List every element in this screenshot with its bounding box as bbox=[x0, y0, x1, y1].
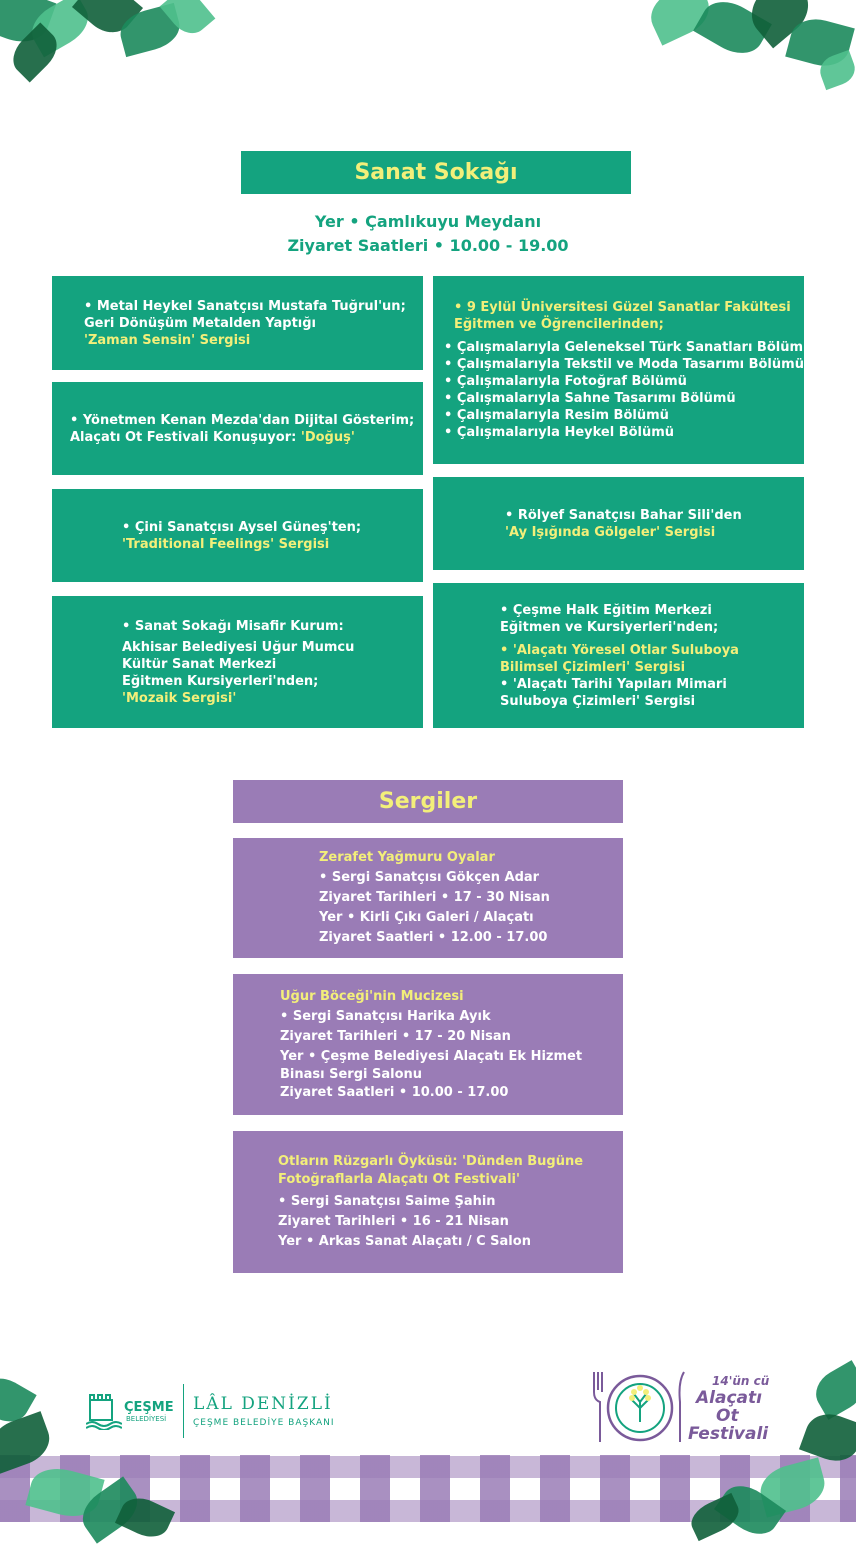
sanat-right-box-1: • 9 Eylül Üniversitesi Güzel Sanatlar Fakültesi Eğitmen ve Öğrencilerinden; • Çalışmalarıyla Geleneksel Türk Sanatları Bölümü • Çalışmalarıyla Tekstil ve Moda Tasarımı Bölümü • Çalışmalarıyla Fotoğraf Bölümü • Çalışmalarıyla Sahne Tasarımı Bölümü • Çalışmalarıyla Resim Bölümü • Çalışmalarıyla Heykel Bölümü bbox=[433, 276, 804, 464]
sergi-box-2: Uğur Böceği'nin Mucizesi • Sergi Sanatçısı Harika Ayık Ziyaret Tarihleri • 17 - 20 Nisan Yer • Çeşme Belediyesi Alaçatı Ek Hizmet Binası Sergi Salonu Ziyaret Saatleri • 10.00 - 17.00 bbox=[233, 974, 623, 1115]
sanat-title-banner bbox=[241, 151, 631, 194]
sanat-title: Sanat Sokağı bbox=[354, 160, 518, 185]
sanat-right-box-3: • Çeşme Halk Eğitim Merkezi Eğitmen ve Kursiyerleri'nden; • 'Alaçatı Yöresel Otlar Suluboya Bilimsel Çizimleri' Sergisi • 'Alaçatı Tarihi Yapıları Mimari Suluboya Çizimleri' Sergisi bbox=[433, 583, 804, 728]
festival-logo: 14'ün cü Alaçatı Ot Festivali bbox=[588, 1368, 778, 1448]
sanat-right-box-2: • Rölyef Sanatçısı Bahar Sili'den 'Ay Işığında Gölgeler' Sergisi bbox=[433, 477, 804, 570]
castle-icon bbox=[86, 1390, 122, 1430]
fork-plate-knife-icon bbox=[588, 1368, 692, 1448]
sanat-left-box-3: • Çini Sanatçısı Aysel Güneş'ten; 'Traditional Feelings' Sergisi bbox=[52, 489, 423, 582]
sergiler-title-banner bbox=[233, 780, 623, 823]
sanat-location: Yer • Çamlıkuyu Meydanı bbox=[314, 212, 542, 231]
cesme-logo: ÇEŞME BELEDİYESİ bbox=[86, 1388, 181, 1436]
sanat-left-box-2: • Yönetmen Kenan Mezda'dan Dijital Gösterim; Alaçatı Ot Festivali Konuşuyor: 'Doğuş' bbox=[52, 382, 423, 475]
sergi-box-3: Otların Rüzgarlı Öyküsü: 'Dünden Bugüne Fotoğraflarla Alaçatı Ot Festivali' • Sergi Sanatçısı Saime Şahin Ziyaret Tarihleri • 16 - 21 Nisan Yer • Arkas Sanat Alaçatı / C Salon bbox=[233, 1131, 623, 1273]
sanat-left-box-1: • Metal Heykel Sanatçısı Mustafa Tuğrul'un; Geri Dönüşüm Metalden Yaptığı 'Zaman Sensin' Sergisi bbox=[52, 276, 423, 370]
mayor-name: LÂL DENİZLİ bbox=[193, 1394, 333, 1414]
sergiler-title: Sergiler bbox=[378, 789, 478, 814]
sergi-box-1: Zerafet Yağmuru Oyalar • Sergi Sanatçısı Gökçen Adar Ziyaret Tarihleri • 17 - 30 Nisan Yer • Kirli Çıkı Galeri / Alaçatı Ziyaret Saatleri • 12.00 - 17.00 bbox=[233, 838, 623, 958]
mayor-title: ÇEŞME BELEDİYE BAŞKANI bbox=[193, 1418, 335, 1428]
footer-divider bbox=[183, 1384, 184, 1438]
sanat-left-box-4: • Sanat Sokağı Misafir Kurum: Akhisar Belediyesi Uğur Mumcu Kültür Sanat Merkezi Eğitmen Kursiyerleri'nden; 'Mozaik Sergisi' bbox=[52, 596, 423, 728]
sanat-hours: Ziyaret Saatleri • 10.00 - 19.00 bbox=[287, 236, 569, 255]
